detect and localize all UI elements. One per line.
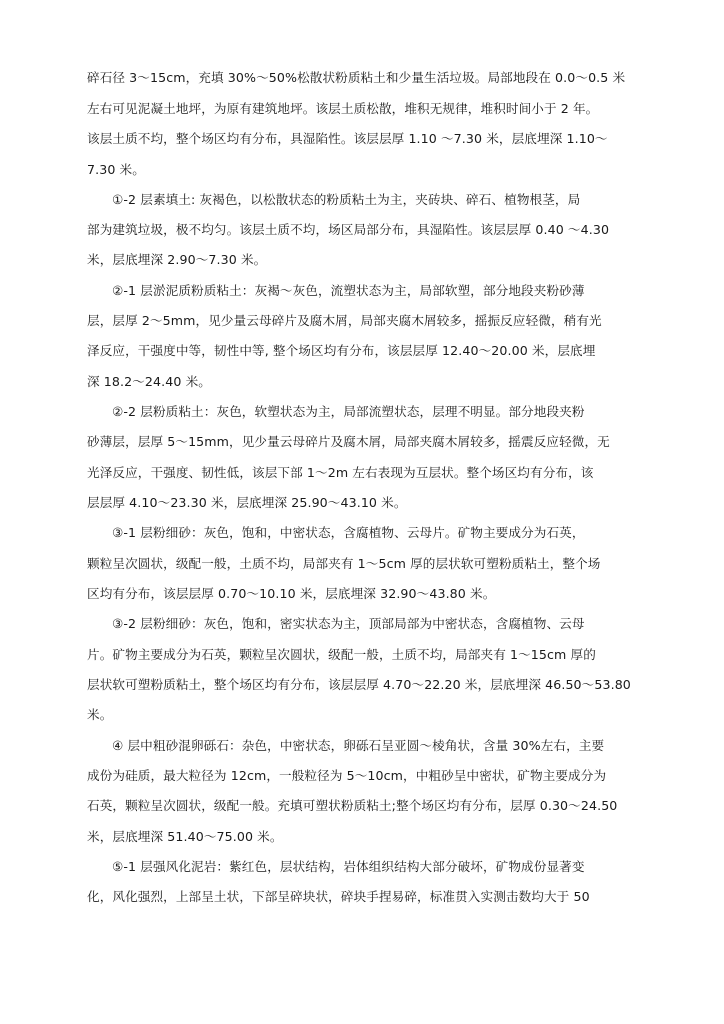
paragraph-line: ③-2 层粉细砂：灰色，饱和，密实状态为主，顶部局部为中密状态，含腐植物、云母 [112, 616, 585, 631]
paragraph-line: 颗粒呈次圆状，级配一般，土质不均，局部夹有 1～5cm 厚的层状软可塑粉质粘土，整个场 [87, 556, 601, 571]
paragraph-line: 米，层底埋深 2.90～7.30 米。 [87, 252, 267, 267]
paragraph-line: ①-2 层素填土: 灰褐色，以松散状态的粉质粘土为主，夹砖块、碎石、植物根茎，局 [112, 192, 581, 207]
paragraph-line: 部为建筑垃圾，极不均匀。该层土质不均，场区局部分布，具湿陷性。该层层厚 0.40 ～4.30 [87, 222, 610, 237]
paragraph-line: 米。 [87, 707, 113, 722]
paragraph-line: 石英，颗粒呈次圆状，级配一般。充填可塑状粉质粘土;整个场区均有分布，层厚 0.30～24.50 [87, 798, 618, 813]
paragraph-line: 片。矿物主要成分为石英，颗粒呈次圆状，级配一般，土质不均，局部夹有 1～15cm 厚的 [87, 647, 596, 662]
paragraph-line: ④ 层中粗砂混卵砾石：杂色，中密状态，卵砾石呈亚圆～棱角状，含量 30%左右，主要 [112, 738, 605, 753]
paragraph-line: ③-1 层粉细砂：灰色，饱和，中密状态，含腐植物、云母片。矿物主要成分为石英， [112, 525, 585, 540]
paragraph-line: 泽反应，干强度中等，韧性中等, 整个场区均有分布，该层层厚 12.40～20.00 米，层底埋 [87, 343, 596, 358]
paragraph-line: ⑤-1 层强风化泥岩：紫红色，层状结构，岩体组织结构大部分破坏，矿物成份显著变 [112, 859, 585, 874]
paragraph-line: 光泽反应，干强度、韧性低，该层下部 1～2m 左右表现为互层状。整个场区均有分布，该 [87, 465, 594, 480]
paragraph-line: 层层厚 4.10～23.30 米，层底埋深 25.90～43.10 米。 [87, 495, 407, 510]
paragraph-line: 该层土质不均，整个场区均有分布，具湿陷性。该层层厚 1.10 ～7.30 米，层底埋深 1.10～ [87, 131, 608, 146]
paragraph-line: 7.30 米。 [87, 162, 145, 177]
paragraph-line: 米，层底埋深 51.40～75.00 米。 [87, 829, 283, 844]
paragraph-line: 层，层厚 2～5mm，见少量云母碎片及腐木屑，局部夹腐木屑较多，摇振反应轻微，稍有光 [87, 313, 602, 328]
paragraph-line: 区均有分布，该层层厚 0.70～10.10 米，层底埋深 32.90～43.80 米。 [87, 586, 496, 601]
paragraph-line: 碎石径 3～15cm，充填 30%～50%松散状粉质粘土和少量生活垃圾。局部地段在 0.0～0.5 米 [87, 70, 626, 85]
paragraph-line: 层状软可塑粉质粘土，整个场区均有分布，该层层厚 4.70～22.20 米，层底埋深 46.50～53.80 [87, 677, 631, 692]
paragraph-line: ②-1 层淤泥质粉质粘土：灰褐～灰色，流塑状态为主，局部软塑，部分地段夹粉砂薄 [112, 283, 585, 298]
paragraph-line: 砂薄层，层厚 5～15mm，见少量云母碎片及腐木屑，局部夹腐木屑较多，摇震反应轻微，无 [87, 434, 610, 449]
paragraph-line: 化，风化强烈，上部呈土状，下部呈碎块状，碎块手捏易碎，标准贯入实测击数均大于 50 [87, 889, 590, 904]
paragraph-line: ②-2 层粉质粘土：灰色，软塑状态为主，局部流塑状态，层理不明显。部分地段夹粉 [112, 404, 585, 419]
paragraph-line: 左右可见泥凝土地坪，为原有建筑地坪。该层土质松散，堆积无规律，堆积时间小于 2 年。 [87, 101, 599, 116]
paragraph-line: 深 18.2～24.40 米。 [87, 374, 211, 389]
paragraph-line: 成份为硅质，最大粒径为 12cm，一般粒径为 5～10cm，中粗砂呈中密状，矿物主要成分为 [87, 768, 607, 783]
